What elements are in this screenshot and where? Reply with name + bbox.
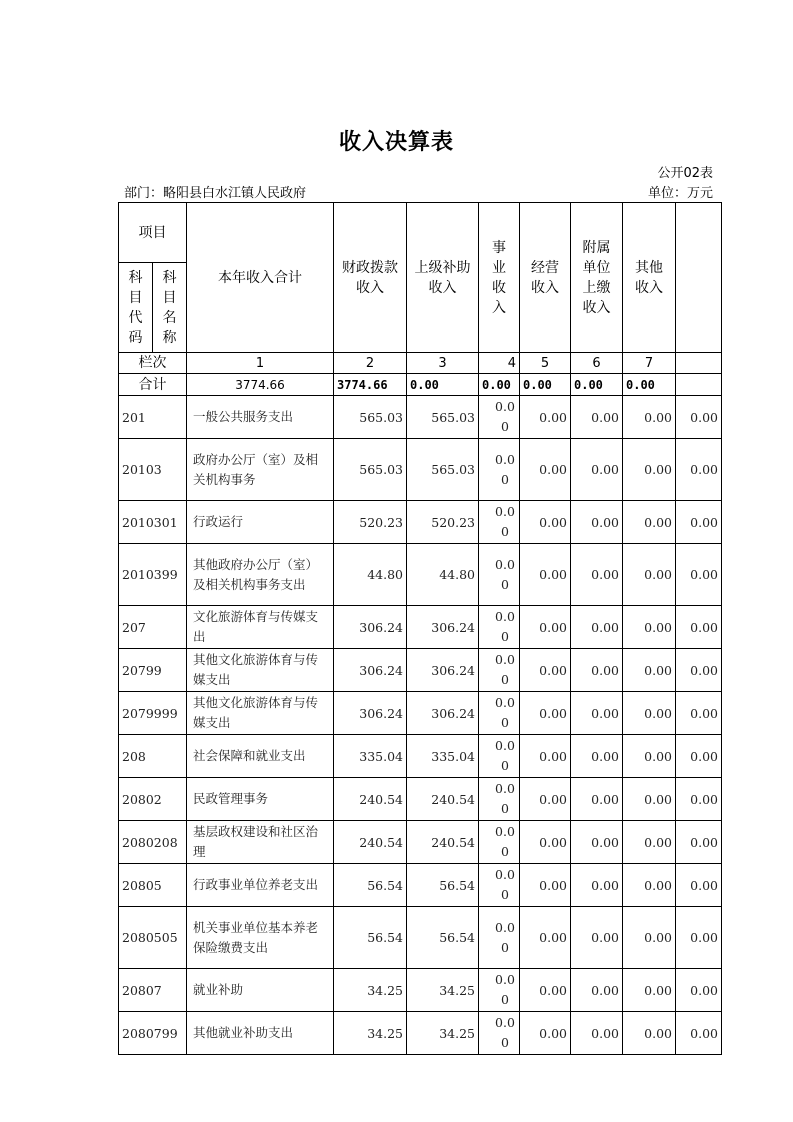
affiliated-amount: 0.00 xyxy=(571,735,623,778)
extra-amount: 0.00 xyxy=(676,1012,722,1055)
subject-code: 20805 xyxy=(119,864,187,907)
business-amount-value: 0.00 xyxy=(495,781,515,816)
total-amount: 306.24 xyxy=(334,692,407,735)
header-item: 项目 xyxy=(119,203,187,263)
business-amount-value: 0.00 xyxy=(495,1015,515,1050)
table-row xyxy=(119,396,722,439)
business-amount xyxy=(479,778,520,821)
business-amount xyxy=(479,821,520,864)
total-business: 0.00 xyxy=(479,374,520,396)
fiscal-amount: 565.03 xyxy=(407,396,479,439)
business-amount xyxy=(479,864,520,907)
column-number: 5 xyxy=(520,353,571,374)
table-row xyxy=(119,969,722,1012)
other-amount: 0.00 xyxy=(623,544,676,606)
total-amount: 565.03 xyxy=(334,396,407,439)
operating-amount: 0.00 xyxy=(520,969,571,1012)
extra-amount: 0.00 xyxy=(676,969,722,1012)
operating-amount: 0.00 xyxy=(520,606,571,649)
subject-code: 2080799 xyxy=(119,1012,187,1055)
affiliated-amount: 0.00 xyxy=(571,864,623,907)
total-amount: 240.54 xyxy=(334,778,407,821)
fiscal-amount: 306.24 xyxy=(407,649,479,692)
total-other: 0.00 xyxy=(623,374,676,396)
affiliated-amount: 0.00 xyxy=(571,969,623,1012)
total-operating: 0.00 xyxy=(520,374,571,396)
total-amount: 306.24 xyxy=(334,649,407,692)
column-number: 7 xyxy=(623,353,676,374)
other-amount: 0.00 xyxy=(623,778,676,821)
subject-code: 2079999 xyxy=(119,692,187,735)
total-amount: 44.80 xyxy=(334,544,407,606)
other-amount: 0.00 xyxy=(623,907,676,969)
operating-amount: 0.00 xyxy=(520,778,571,821)
business-amount xyxy=(479,969,520,1012)
total-affiliated: 0.00 xyxy=(571,374,623,396)
business-amount-value: 0.00 xyxy=(495,919,515,955)
table-row xyxy=(119,735,722,778)
business-amount-value: 0.00 xyxy=(495,451,515,487)
column-number: 3 xyxy=(407,353,479,374)
subject-code: 2080208 xyxy=(119,821,187,864)
business-amount xyxy=(479,907,520,969)
operating-amount: 0.00 xyxy=(520,692,571,735)
other-amount: 0.00 xyxy=(623,1012,676,1055)
subject-name: 一般公共服务支出 xyxy=(187,396,334,439)
business-amount-value: 0.00 xyxy=(495,556,515,592)
affiliated-amount: 0.00 xyxy=(571,1012,623,1055)
business-amount xyxy=(479,544,520,606)
fiscal-amount: 520.23 xyxy=(407,501,479,544)
subject-code: 207 xyxy=(119,606,187,649)
header-total: 本年收入合计 xyxy=(187,203,334,353)
business-amount xyxy=(479,606,520,649)
extra-amount: 0.00 xyxy=(676,778,722,821)
other-amount: 0.00 xyxy=(623,649,676,692)
business-amount xyxy=(479,396,520,439)
subject-name: 文化旅游体育与传媒支出 xyxy=(187,606,334,649)
table-row xyxy=(119,821,722,864)
fiscal-amount: 44.80 xyxy=(407,544,479,606)
fiscal-amount: 240.54 xyxy=(407,821,479,864)
business-amount xyxy=(479,501,520,544)
business-amount-value: 0.00 xyxy=(495,399,515,434)
header-affiliated: 附属单位上缴收入 xyxy=(571,203,623,353)
column-number: 6 xyxy=(571,353,623,374)
total-superior: 0.00 xyxy=(407,374,479,396)
table-row xyxy=(119,907,722,969)
form-number: 公开02表 xyxy=(657,166,713,181)
extra-amount: 0.00 xyxy=(676,907,722,969)
subject-code: 201 xyxy=(119,396,187,439)
business-amount-value: 0.00 xyxy=(495,867,515,902)
extra-amount: 0.00 xyxy=(676,501,722,544)
subject-code: 2080505 xyxy=(119,907,187,969)
extra-amount: 0.00 xyxy=(676,606,722,649)
operating-amount: 0.00 xyxy=(520,1012,571,1055)
operating-amount: 0.00 xyxy=(520,907,571,969)
subject-code: 20103 xyxy=(119,439,187,501)
extra-amount: 0.00 xyxy=(676,544,722,606)
subject-name: 行政事业单位养老支出 xyxy=(187,864,334,907)
other-amount: 0.00 xyxy=(623,396,676,439)
table-row xyxy=(119,439,722,501)
column-number-blank xyxy=(676,353,722,374)
fiscal-amount: 306.24 xyxy=(407,692,479,735)
subject-code: 20802 xyxy=(119,778,187,821)
other-amount: 0.00 xyxy=(623,735,676,778)
header-superior: 上级补助收入 xyxy=(407,203,479,353)
operating-amount: 0.00 xyxy=(520,544,571,606)
total-amount: 56.54 xyxy=(334,864,407,907)
table-row xyxy=(119,544,722,606)
affiliated-amount: 0.00 xyxy=(571,821,623,864)
subject-code: 208 xyxy=(119,735,187,778)
table-row xyxy=(119,778,722,821)
fiscal-amount: 335.04 xyxy=(407,735,479,778)
subject-name: 其他就业补助支出 xyxy=(187,1012,334,1055)
subject-name: 政府办公厅（室）及相关机构事务 xyxy=(187,439,334,501)
fiscal-amount: 34.25 xyxy=(407,1012,479,1055)
business-amount-value: 0.00 xyxy=(495,972,515,1007)
other-amount: 0.00 xyxy=(623,969,676,1012)
extra-amount: 0.00 xyxy=(676,821,722,864)
subject-name: 其他文化旅游体育与传媒支出 xyxy=(187,649,334,692)
total-amount: 520.23 xyxy=(334,501,407,544)
fiscal-amount: 34.25 xyxy=(407,969,479,1012)
affiliated-amount: 0.00 xyxy=(571,544,623,606)
subject-name: 机关事业单位基本养老保险缴费支出 xyxy=(187,907,334,969)
other-amount: 0.00 xyxy=(623,692,676,735)
header-operating: 经营收入 xyxy=(520,203,571,353)
extra-amount: 0.00 xyxy=(676,692,722,735)
extra-amount: 0.00 xyxy=(676,396,722,439)
header-fiscal: 财政拨款收入 xyxy=(334,203,407,353)
total-blank xyxy=(676,374,722,396)
total-amount: 34.25 xyxy=(334,969,407,1012)
fiscal-amount: 240.54 xyxy=(407,778,479,821)
extra-amount: 0.00 xyxy=(676,735,722,778)
header-name: 科目名称 xyxy=(153,263,187,353)
income-table xyxy=(118,202,722,1055)
affiliated-amount: 0.00 xyxy=(571,439,623,501)
operating-amount: 0.00 xyxy=(520,649,571,692)
fiscal-amount: 56.54 xyxy=(407,907,479,969)
affiliated-amount: 0.00 xyxy=(571,606,623,649)
business-amount xyxy=(479,439,520,501)
fiscal-amount: 306.24 xyxy=(407,606,479,649)
operating-amount: 0.00 xyxy=(520,501,571,544)
subject-name: 其他政府办公厅（室）及相关机构事务支出 xyxy=(187,544,334,606)
total-amount: 335.04 xyxy=(334,735,407,778)
subject-code: 20799 xyxy=(119,649,187,692)
affiliated-amount: 0.00 xyxy=(571,649,623,692)
extra-amount: 0.00 xyxy=(676,864,722,907)
operating-amount: 0.00 xyxy=(520,821,571,864)
operating-amount: 0.00 xyxy=(520,439,571,501)
total-amount: 306.24 xyxy=(334,606,407,649)
business-amount-value: 0.00 xyxy=(495,609,515,644)
affiliated-amount: 0.00 xyxy=(571,778,623,821)
other-amount: 0.00 xyxy=(623,606,676,649)
subject-code: 2010301 xyxy=(119,501,187,544)
affiliated-amount: 0.00 xyxy=(571,692,623,735)
affiliated-amount: 0.00 xyxy=(571,501,623,544)
extra-amount: 0.00 xyxy=(676,649,722,692)
subject-code: 2010399 xyxy=(119,544,187,606)
affiliated-amount: 0.00 xyxy=(571,396,623,439)
business-amount-value: 0.00 xyxy=(495,824,515,859)
header-code: 科目代码 xyxy=(119,263,153,353)
other-amount: 0.00 xyxy=(623,501,676,544)
business-amount xyxy=(479,692,520,735)
header-blank xyxy=(676,203,722,353)
total-amount: 565.03 xyxy=(334,439,407,501)
column-number: 4 xyxy=(479,353,520,374)
fiscal-amount: 56.54 xyxy=(407,864,479,907)
subject-name: 行政运行 xyxy=(187,501,334,544)
unit-label: 单位：万元 xyxy=(647,186,713,201)
table-row xyxy=(119,692,722,735)
column-number: 1 xyxy=(187,353,334,374)
department-label: 部门：略阳县白水江镇人民政府 xyxy=(124,186,307,201)
column-label: 栏次 xyxy=(119,353,187,374)
subject-name: 其他文化旅游体育与传媒支出 xyxy=(187,692,334,735)
affiliated-amount: 0.00 xyxy=(571,907,623,969)
table-row xyxy=(119,501,722,544)
other-amount: 0.00 xyxy=(623,821,676,864)
subject-name: 社会保障和就业支出 xyxy=(187,735,334,778)
other-amount: 0.00 xyxy=(623,864,676,907)
subject-name: 就业补助 xyxy=(187,969,334,1012)
business-amount-value: 0.00 xyxy=(495,652,515,687)
page-title: 收入决算表 xyxy=(338,130,454,155)
business-amount-value: 0.00 xyxy=(495,738,515,773)
business-amount xyxy=(479,1012,520,1055)
header-business: 事业收入 xyxy=(479,203,520,353)
table-row xyxy=(119,864,722,907)
total-amount: 3774.66 xyxy=(187,374,334,396)
fiscal-amount: 565.03 xyxy=(407,439,479,501)
extra-amount: 0.00 xyxy=(676,439,722,501)
total-label: 合计 xyxy=(119,374,187,396)
table-row xyxy=(119,1012,722,1055)
total-amount: 56.54 xyxy=(334,907,407,969)
table-row xyxy=(119,606,722,649)
header-other: 其他收入 xyxy=(623,203,676,353)
total-fiscal: 3774.66 xyxy=(334,374,407,396)
column-number: 2 xyxy=(334,353,407,374)
business-amount xyxy=(479,649,520,692)
business-amount-value: 0.00 xyxy=(495,504,515,539)
business-amount-value: 0.00 xyxy=(495,695,515,730)
total-amount: 240.54 xyxy=(334,821,407,864)
other-amount: 0.00 xyxy=(623,439,676,501)
operating-amount: 0.00 xyxy=(520,864,571,907)
subject-name: 民政管理事务 xyxy=(187,778,334,821)
business-amount xyxy=(479,735,520,778)
subject-code: 20807 xyxy=(119,969,187,1012)
table-row xyxy=(119,649,722,692)
operating-amount: 0.00 xyxy=(520,396,571,439)
subject-name: 基层政权建设和社区治理 xyxy=(187,821,334,864)
total-amount: 34.25 xyxy=(334,1012,407,1055)
operating-amount: 0.00 xyxy=(520,735,571,778)
